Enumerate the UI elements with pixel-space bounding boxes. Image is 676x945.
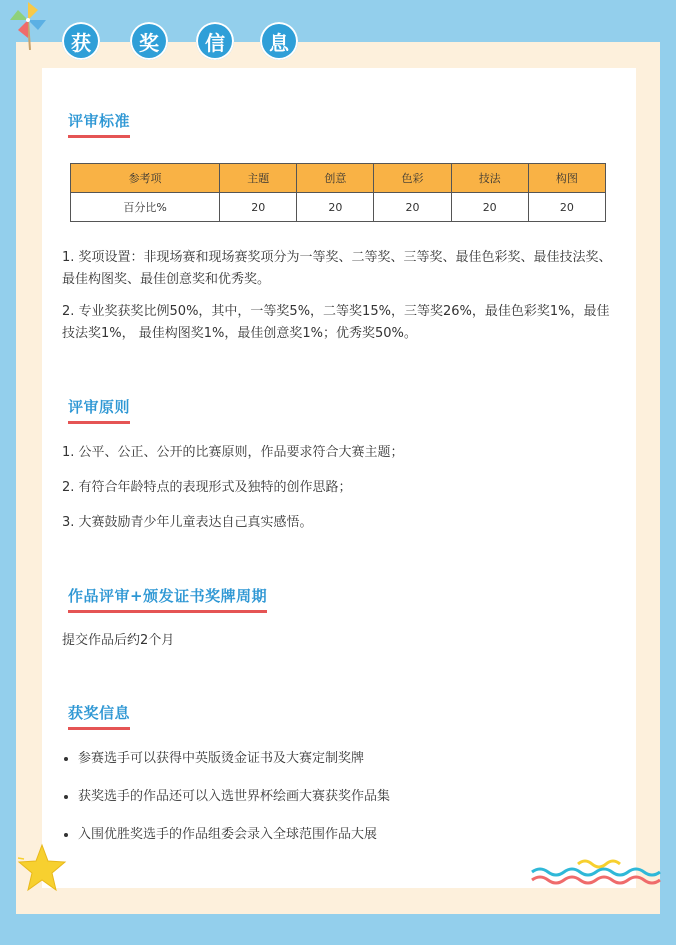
table-header-cell: 构图 [528,164,605,193]
table-row [71,193,606,222]
pinwheel-icon [8,0,48,50]
principles-paragraph-3: 3. 大赛鼓励青少年儿童表达自己真实感悟。 [62,515,313,530]
list-item: • 入围优胜奖选手的作品组委会录入全球范围作品大展 [78,824,628,862]
criteria-paragraph-2: 2. 专业奖获奖比例50%，其中，一等奖5%，二等奖15%，三等奖26%，最佳色彩奖1%，最佳技法奖1%， 最佳构图奖1%，最佳创意奖1%；优秀奖50%。 [62,304,610,341]
star-icon [16,842,68,894]
table-cell: 20 [297,193,374,222]
section-title-cycle: 作品评审+颁发证书奖牌周期 [68,585,267,613]
table-cell: 20 [374,193,451,222]
table-header-cell: 色彩 [374,164,451,193]
table-cell: 20 [451,193,528,222]
criteria-paragraph-1: 1. 奖项设置：非现场赛和现场赛奖项分为一等奖、二等奖、三等奖、最佳色彩奖、最佳技法奖、最佳构图奖、最佳创意奖和优秀奖。 [62,250,612,287]
section-title-awards: 获奖信息 [68,702,130,730]
title-char-3: 信 [196,22,234,60]
list-item: • 获奖选手的作品还可以入选世界杯绘画大赛获奖作品集 [78,786,628,824]
title-char-2: 奖 [130,22,168,60]
awards-list [62,748,628,862]
table-header-cell: 技法 [451,164,528,193]
table-header-cell: 创意 [297,164,374,193]
table-cell: 百分比% [71,193,220,222]
section-title-criteria: 评审标准 [68,110,130,138]
table-cell: 20 [528,193,605,222]
title-char-1: 获 [62,22,100,60]
table-header-cell: 主题 [220,164,297,193]
table-cell: 20 [220,193,297,222]
wave-decoration-icon [530,856,670,890]
title-char-4: 息 [260,22,298,60]
score-table [70,163,606,222]
section-title-principles: 评审原则 [68,396,130,424]
table-header-cell: 参考项 [71,164,220,193]
principles-paragraph-2: 2. 有符合年龄特点的表现形式及独特的创作思路； [62,480,352,495]
list-item: • 参赛选手可以获得中英版烫金证书及大赛定制奖牌 [78,748,628,786]
table-header-row [71,164,606,193]
cycle-text: 提交作品后约2个月 [62,633,175,648]
principles-paragraph-1: 1. 公平、公正、公开的比赛原则，作品要求符合大赛主题； [62,445,404,460]
